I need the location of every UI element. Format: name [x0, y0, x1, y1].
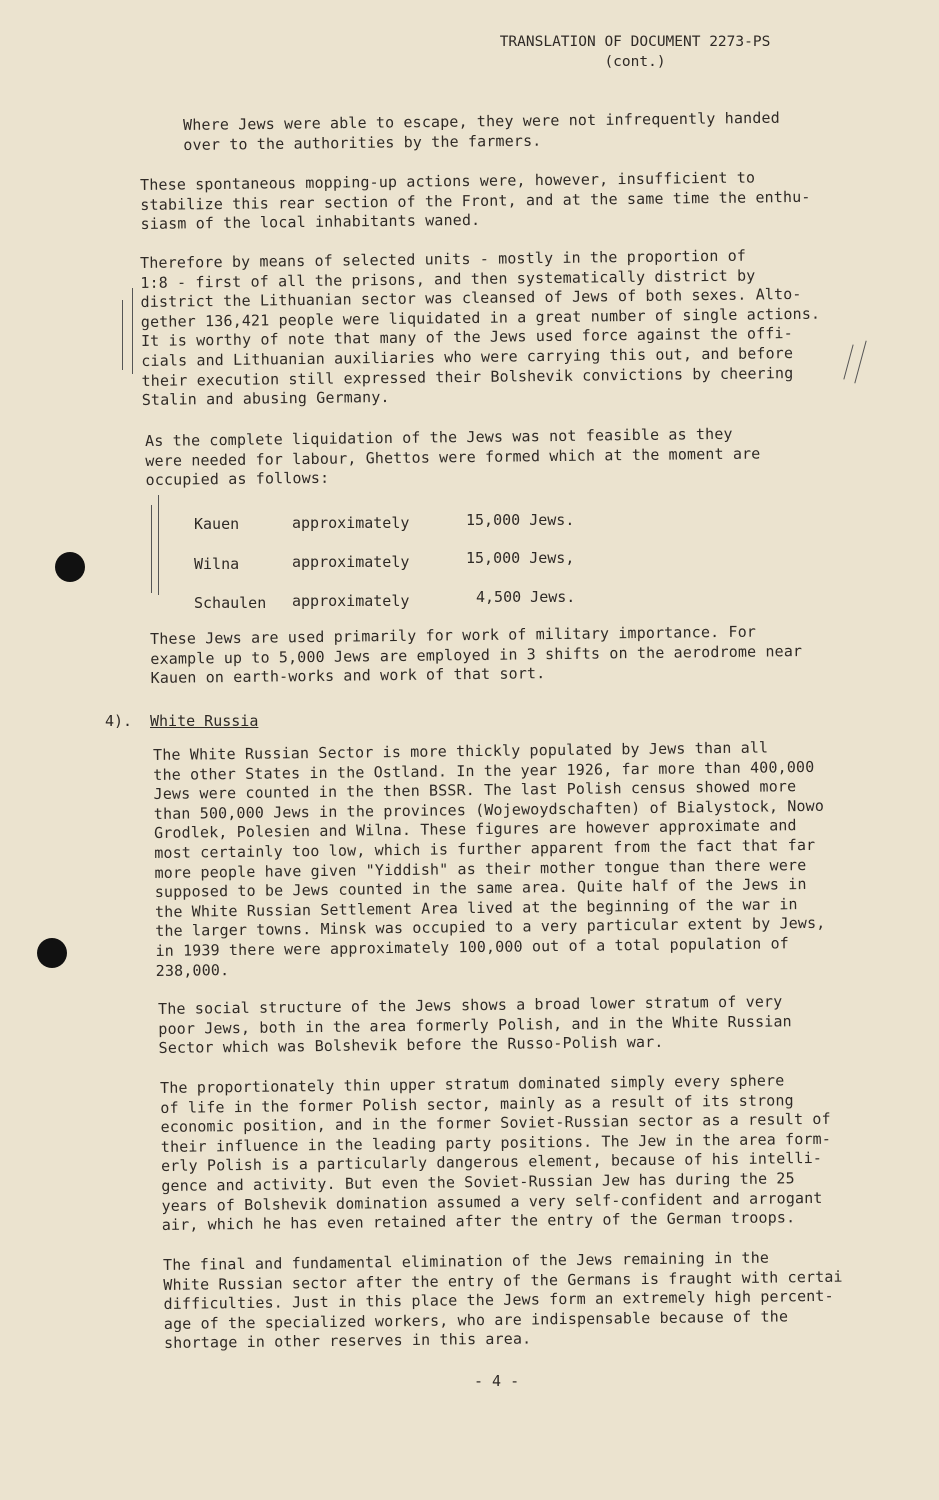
section-number: 4).: [105, 712, 133, 730]
ghetto-count: 15,000 Jews.: [466, 511, 575, 529]
section-paragraph-2: The social structure of the Jews shows a broad lower stratum of very poor Jews, both in the area formerly Polish, and in the White Russian Sector which was Bolshevik before the Russo-Polish war.: [158, 992, 792, 1058]
paragraph-1: Where Jews were able to escape, they were not infrequently handed over to the authorities by the farmers.: [183, 108, 780, 154]
ghetto-approx: approximately: [292, 553, 410, 571]
paragraph-5: These Jews are used primarily for work of military importance. For example up to 5,000 Jews are employed in 3 shifts on the aerodrome near Kauen on earth-works and work of that sort.: [150, 622, 803, 688]
table-margin-mark-2: [151, 505, 152, 593]
punch-hole-top: [55, 552, 85, 582]
ghetto-row: [194, 554, 239, 574]
table-margin-mark: [158, 495, 159, 595]
margin-mark-right-2: [843, 344, 853, 379]
ghetto-count: 4,500 Jews.: [476, 588, 576, 606]
section-paragraph-3: The proportionately thin upper stratum dominated simply every sphere of life in the former Polish sector, mainly as a result of its strong economic position, and in the former Soviet-Russian sector as a result of their influence in the leading party positions. The Jew in the area form- erly Polish is a particularly dangerous element, because of his intelli- gence and activity. But even the Soviet-Russian Jew has during the 25 years of Bolshevik domination assumed a very self-confident and arrogant air, which he has even retained after the entry of the German troops.: [160, 1071, 832, 1235]
ghetto-row: [194, 514, 239, 534]
margin-mark-right: [854, 341, 866, 384]
document-cont: (cont.): [604, 54, 666, 70]
ghetto-count: 15,000 Jews,: [466, 549, 575, 567]
paragraph-2: These spontaneous mopping-up actions were, however, insufficient to stabilize this rear section of the Front, and at the same time the enthu- siasm of the local inhabitants waned.: [140, 168, 811, 234]
ghetto-row: [194, 593, 266, 613]
section-paragraph-1: The White Russian Sector is more thickly populated by Jews than all the other States in the Ostland. In the year 1926, far more than 400,000 Jews were counted in the then BSSR. The last Polish census showed more than 500,000 Jews in the provinces (Wojewoydschaften) of Bialystock, Nowo Grodlek, Polesien and Wilna. These figures are however approximate and most certainly too low, which is further apparent from the fact that far more people have given "Yiddish" as their mother tongue than there were supposed to be Jews counted in the same area. Quite half of the Jews in the White Russian Settlement Area lived at the beginning of the war in the larger towns. Minsk was occupied to a very particular extent by Jews, in 1939 there were approximately 100,000 out of a total population of 238,000.: [153, 738, 826, 980]
ghetto-approx: approximately: [292, 514, 410, 532]
ghetto-city: Kauen: [194, 515, 240, 533]
section-title: White Russia: [150, 712, 259, 730]
ghetto-city: Schaulen: [194, 594, 267, 612]
margin-mark-left: [132, 288, 133, 374]
punch-hole-bottom: [37, 938, 67, 968]
paragraph-4: As the complete liquidation of the Jews was not feasible as they were needed for labour, Ghettos were formed which at the moment are occupied as follows:: [145, 424, 761, 490]
page-number: - 4 -: [474, 1372, 520, 1390]
document-title: TRANSLATION OF DOCUMENT 2273-PS: [499, 34, 771, 50]
ghetto-approx: approximately: [292, 592, 410, 610]
section-paragraph-4: The final and fundamental elimination of the Jews remaining in the White Russian sector after the entry of the Germans is fraught with certai difficulties. Just in this place the Jews form an extremely high percent- age of the specialized workers, who are indispensable because of the shortage in other reserves in this area.: [163, 1248, 843, 1353]
paragraph-3: Therefore by means of selected units - mostly in the proportion of 1:8 - first of all the prisons, and then systematically district by district the Lithuanian sector was cleansed of Jews of both sexes. Alto- gether 136,421 people were liquidated in a great number of single actions. It is worthy of note that many of the Jews used force against the offi- cials and Lithuanian auxiliaries who were carrying this out, and before their execution still expressed their Bolshevik convictions by cheering Stalin and abusing Germany.: [140, 246, 821, 410]
ghetto-city: Wilna: [194, 555, 240, 573]
margin-mark-left-2: [122, 300, 123, 370]
document-header: [485, 32, 785, 72]
